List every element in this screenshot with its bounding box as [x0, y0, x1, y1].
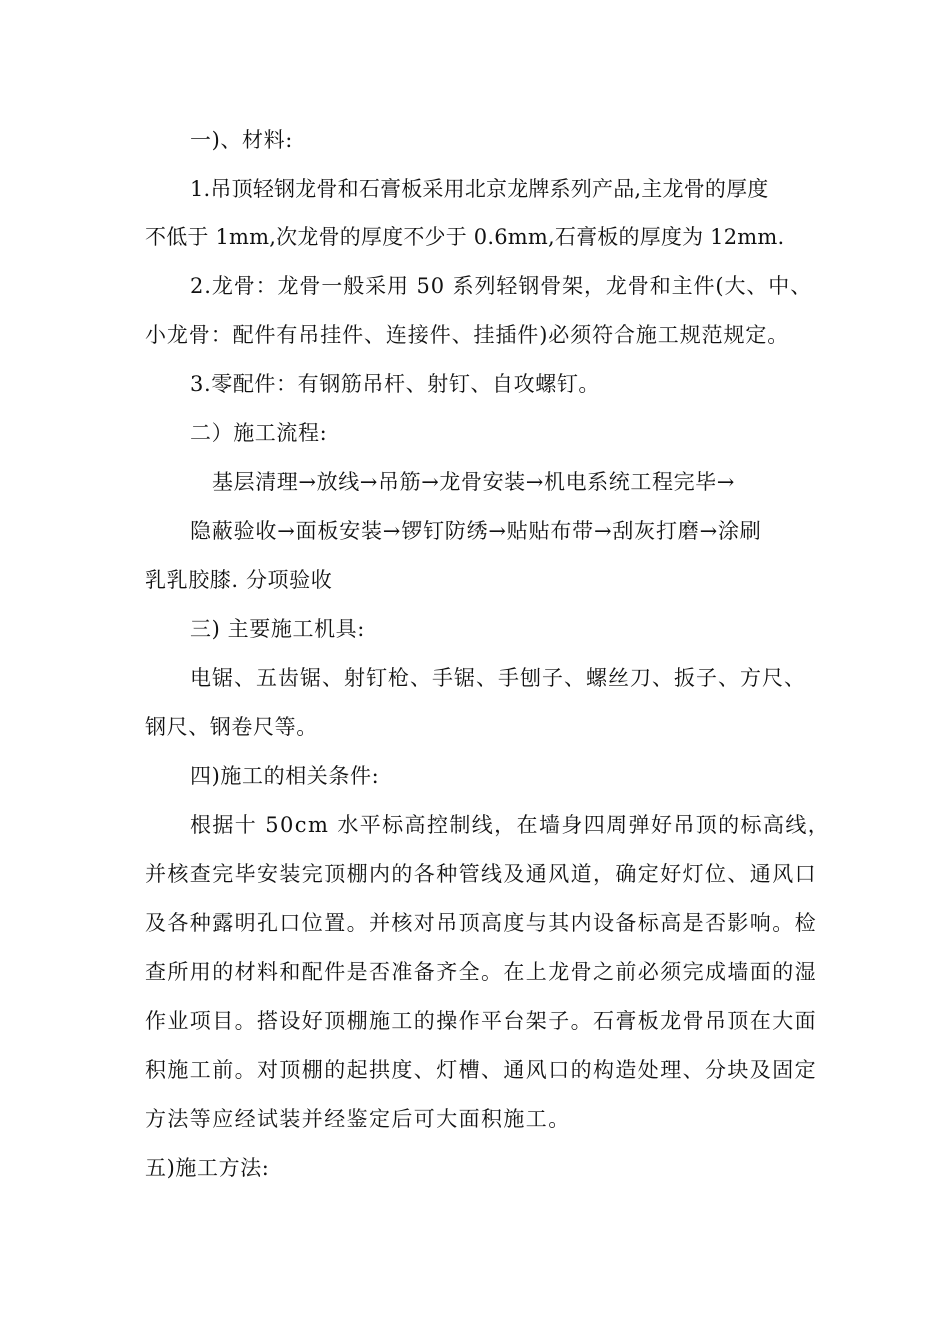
paragraph-line: 1.吊顶轻钢龙骨和石膏板采用北京龙牌系列产品,主龙骨的厚度 — [190, 177, 769, 201]
paragraph-line: 方法等应经试装并经鉴定后可大面积施工。 — [145, 1107, 571, 1131]
paragraph-line: 隐蔽验收→面板安装→锣钉防绣→贴贴布带→刮灰打磨→涂刷 — [190, 519, 762, 543]
paragraph-line: 积施工前。对顶棚的起拱度、灯槽、通风口的构造处理、分块及固定 — [145, 1058, 817, 1082]
paragraph-line: 小龙骨：配件有吊挂件、连接件、挂插件)必须符合施工规范规定。 — [145, 323, 790, 347]
paragraph-line: 查所用的材料和配件是否准备齐全。在上龙骨之前必须完成墙面的湿 — [145, 960, 817, 984]
paragraph-line: 不低于 1mm,次龙骨的厚度不少于 0.6mm,石膏板的厚度为 12mm. — [145, 225, 785, 249]
paragraph-line: 基层清理→放线→吊筋→龙骨安装→机电系统工程完毕→ — [212, 470, 735, 494]
paragraph-line: 2.龙骨：龙骨一般采用 50 系列轻钢骨架，龙骨和主件(大、中、 — [190, 274, 813, 298]
section-heading-process: 二）施工流程: — [190, 421, 328, 445]
section-heading-tools: 三) 主要施工机具: — [190, 617, 365, 641]
paragraph-line: 根据十 50cm 水平标高控制线，在墙身四周弹好吊顶的标高线， — [190, 813, 831, 837]
section-heading-materials: 一)、材料: — [190, 128, 293, 152]
paragraph-line: 钢尺、钢卷尺等。 — [145, 715, 318, 739]
paragraph-line: 作业项目。搭设好顶棚施工的操作平台架子。石膏板龙骨吊顶在大面 — [145, 1009, 817, 1033]
section-heading-methods: 五)施工方法: — [145, 1156, 270, 1180]
section-heading-conditions: 四)施工的相关条件: — [190, 764, 380, 788]
paragraph-line: 电锯、五齿锯、射钉枪、手锯、手刨子、螺丝刀、扳子、方尺、 — [190, 666, 806, 690]
paragraph-line: 并核查完毕安装完顶棚内的各种管线及通风道，确定好灯位、通风口 — [145, 862, 817, 886]
paragraph-line: 及各种露明孔口位置。并核对吊顶高度与其内设备标高是否影响。检 — [145, 911, 817, 935]
paragraph-line: 3.零配件：有钢筋吊杆、射钉、自攻螺钉。 — [190, 372, 601, 396]
paragraph-line: 乳乳胶膝. 分项验收 — [145, 568, 333, 592]
